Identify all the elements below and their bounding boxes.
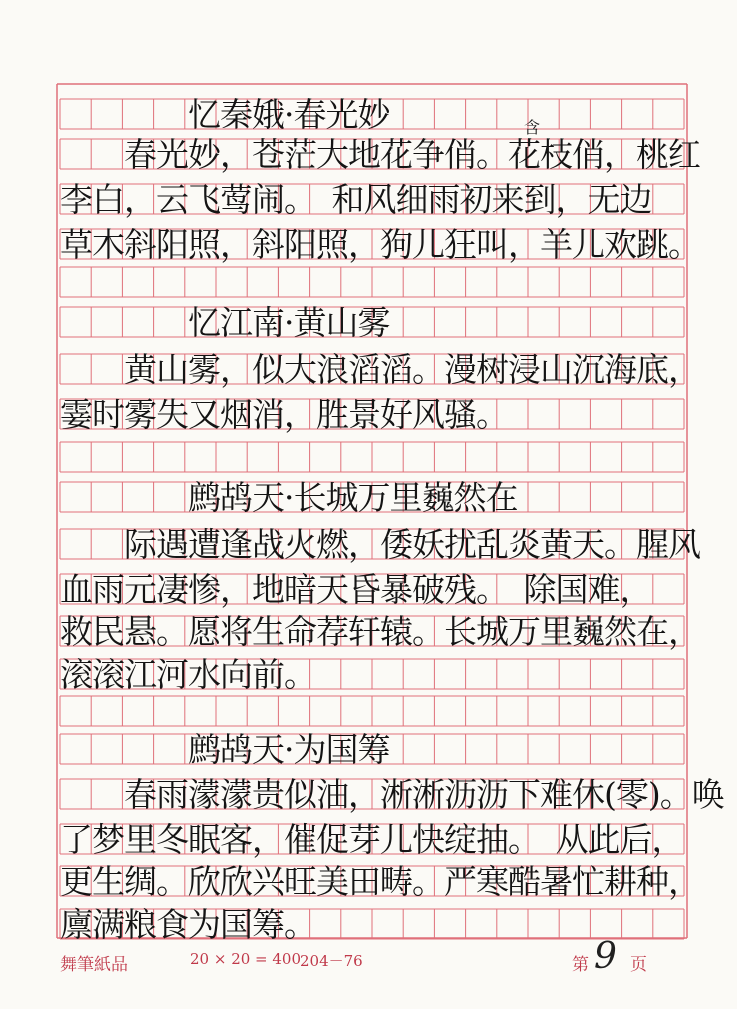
grid-spec: 20 × 20 = 400	[190, 950, 302, 968]
paper-brand: 舞筆紙品	[60, 955, 128, 975]
poem-3-line-3: 救民悬。愿将生命荐轩辕。长城万里巍然在，	[60, 612, 700, 651]
page-suffix: 页	[630, 955, 647, 975]
page-number: 9	[594, 936, 617, 977]
poem-4-line-1: 春雨濛濛贵似油，淅淅沥沥下难休(零)。唤	[60, 775, 724, 814]
poem-4-line-4: 廪满粮食为国筹。	[60, 905, 316, 944]
paper-code: 204－76	[300, 952, 363, 970]
poem-2-line-1: 黄山雾，似大浪滔滔。漫树浸山沉海底，	[60, 350, 700, 389]
poem-2-title: 忆江南·黄山雾	[60, 303, 390, 342]
poem-3-line-2: 血雨元凄惨，地暗天昏暴破残。 除国难，	[60, 570, 652, 609]
poem-4-title: 鹧鸪天·为国筹	[60, 730, 390, 769]
poem-3-line-4: 滚滚江河水向前。	[60, 655, 316, 694]
inserted-correction: 含	[524, 118, 541, 137]
poem-4-line-3: 更生绸。欣欣兴旺美田畴。严寒酷暑忙耕种，	[60, 862, 700, 901]
page-prefix: 第	[572, 955, 589, 975]
poem-3-title: 鹧鸪天·长城万里巍然在	[60, 478, 518, 517]
poem-1-line-3: 草木斜阳照，斜阳照，狗儿狂叫，羊儿欢跳。	[60, 225, 700, 264]
poem-1-line-2: 李白，云飞莺闹。 和风细雨初来到，无边	[60, 180, 652, 219]
poem-1-title: 忆秦娥·春光妙	[60, 95, 390, 134]
poem-1-line-1: 春光妙，苍茫大地花争俏。花枝俏，桃红	[60, 135, 700, 174]
poem-2-line-2: 霎时雾失又烟消，胜景好风骚。	[60, 395, 508, 434]
poem-4-line-2: 了梦里冬眠客，催促芽儿快绽抽。 从此后，	[60, 820, 684, 859]
poem-3-line-1: 际遇遭逢战火燃，倭妖扰乱炎黄天。腥风	[60, 525, 700, 564]
